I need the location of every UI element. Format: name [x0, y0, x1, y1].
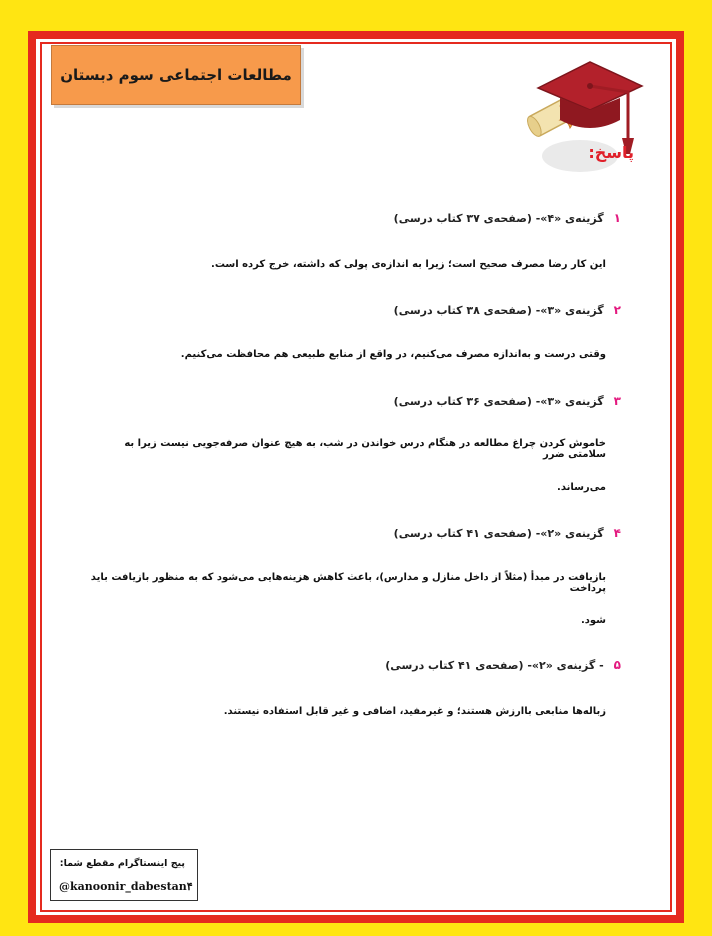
- question-1-heading: [394, 211, 621, 225]
- question-heading-text: - گزینه‌ی «۲»- (صفحه‌ی ۴۱ کتاب درسی): [385, 659, 604, 672]
- answer-5-text: زباله‌ها منابعی باارزش هستند؛ و غیرمفید، اضافی و غیر قابل استفاده نیستند.: [223, 706, 606, 717]
- instagram-footer-box: [50, 849, 198, 901]
- question-heading-text: گزینه‌ی «۲»- (صفحه‌ی ۴۱ کتاب درسی): [393, 527, 604, 540]
- question-number: ۳: [613, 394, 621, 408]
- question-number: ۵: [613, 658, 621, 672]
- answer-1-text: این کار رضا مصرف صحیح است؛ زیرا به اندازه‌ی پولی که داشته، خرج کرده است.: [211, 259, 606, 270]
- question-3-heading: [394, 394, 621, 408]
- question-heading-text: گزینه‌ی «۴»- (صفحه‌ی ۳۷ کتاب درسی): [393, 212, 604, 225]
- footer-caption: پیج اینستاگرام مقطع شما:: [59, 858, 185, 869]
- answer-4-text-line-2: شود.: [580, 615, 606, 626]
- question-heading-text: گزینه‌ی «۳»- (صفحه‌ی ۳۶ کتاب درسی): [393, 395, 604, 408]
- answer-3-text-line-2: می‌رساند.: [557, 482, 606, 493]
- instagram-handle: @kanoonir_dabestan۴: [59, 880, 193, 893]
- page-sheet: [36, 39, 676, 915]
- question-number: ۴: [613, 526, 621, 540]
- page-title: مطالعات اجتماعی سوم دبستان: [51, 45, 301, 105]
- answer-3-text-line-1: خاموش کردن چراغ مطالعه در هنگام درس خواندن در شب، به هیچ عنوان صرفه‌جویی نیست زیرا به سلامتی ضرر: [124, 438, 606, 460]
- question-4-heading: [394, 526, 621, 540]
- question-5-heading: [385, 658, 621, 672]
- question-2-heading: [394, 303, 621, 317]
- answer-4-text-line-1: بازیافت در مبدأ (مثلاً از داخل منازل و مدارس)، باعث کاهش هزینه‌هایی می‌شود که به منظور بازیافت باید پرداخت: [90, 572, 606, 594]
- question-number: ۲: [613, 303, 621, 317]
- question-heading-text: گزینه‌ی «۳»- (صفحه‌ی ۳۸ کتاب درسی): [393, 304, 604, 317]
- question-number: ۱: [613, 211, 621, 225]
- answer-2-text: وقتی درست و به‌اندازه مصرف می‌کنیم، در واقع از منابع طبیعی هم محافظت می‌کنیم.: [180, 349, 606, 360]
- answer-label: پاسخ:: [588, 143, 634, 162]
